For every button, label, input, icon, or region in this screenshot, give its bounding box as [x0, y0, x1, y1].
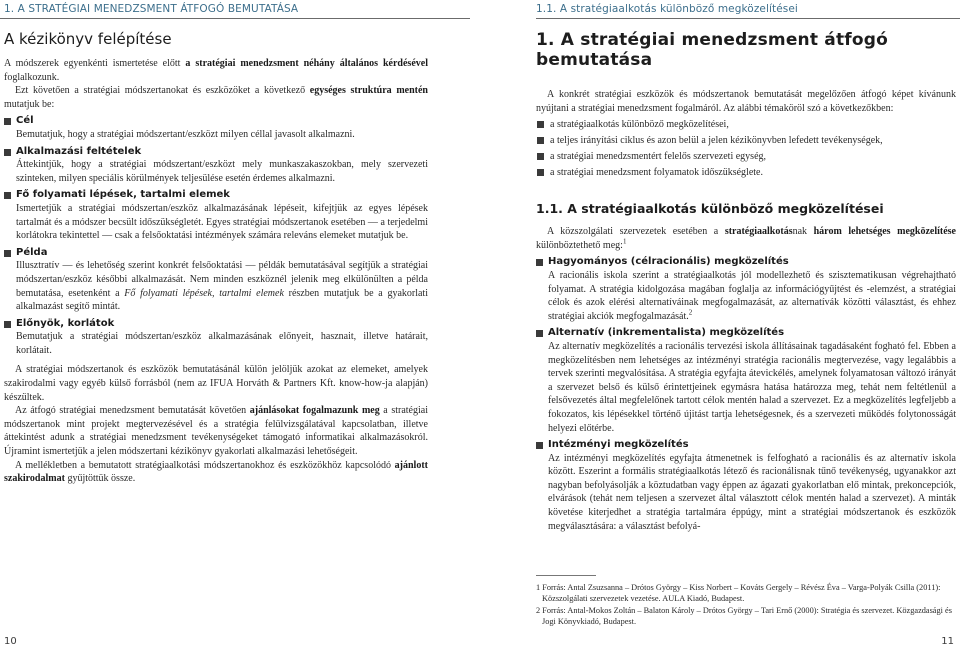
- paragraph: A közszolgálati szervezetek esetében a stratégiaalkotásnak három lehetséges megközelítése különböztethető meg:$^1$: [536, 226, 956, 251]
- square-bullet-icon: [537, 153, 544, 160]
- topic-list: [536, 117, 956, 181]
- left-content: [4, 24, 428, 486]
- item-title: Előnyök, korlátok: [16, 317, 115, 329]
- item-text: Az intézményi megközelítés egyfajta átmenetnek is felfogható a racionális és az alternatív iskola között. Eszerint a formális stratégiaalkotás létező és racionálisnak tűnő tevékenység, ugyanakkor azt nagyban befolyásolják a köztudatban vagy éppen az ágazati gyakorlatban elő mintak, prekoncepciók, elvárások (tehát nem teljesen a szervezet által választott célok mentén halad a szervezet). A minták követése kiterjedhet a stratégia tartalmára éppúgy, mint a stratégiai módszertanok és eszközök megválasztására: a választást befolyá-: [548, 452, 956, 532]
- item-title: Hagyományos (célracionális) megközelítés: [548, 256, 789, 268]
- list-item: a teljes irányítási ciklus és azon belül a jelen kézikönyvben lefedett tevékenységek,: [536, 133, 956, 149]
- header-rule: [536, 18, 960, 19]
- paragraph: A konkrét stratégiai eszközök és módszertanok bemutatását megelőzően átfogó képet kívánunk nyújtani a stratégiai menedzsment fogalmáról. Az alábbi témaköröl szó a következőkben:: [536, 89, 956, 114]
- square-bullet-icon: [4, 321, 11, 328]
- square-bullet-icon: [536, 330, 543, 337]
- item-title: Intézményi megközelítés: [548, 439, 689, 451]
- paragraph: Ezt követően a stratégiai módszertanokat és eszközöket a következő egységes struktúra mentén mutatjuk be:: [4, 85, 428, 110]
- item-title: Példa: [16, 246, 48, 258]
- item-text: A racionális iskola szerint a stratégiaalkotás jól modellezhető és szisztematikusan végrehajtható folyamat. A stratégia kidolgozása magában foglalja az információgyűjtést és -elemzést, a stratégiai célok és azok elérési alternatíváinak megfogalmazását, az alternatívák közötti választást, és ehhez stratégiai akciók megfogalmazását.$^2$: [548, 269, 956, 322]
- paragraph: A stratégiai módszertanok és eszközök bemutatásánál külön jelöljük azokat az elemeket, amelyek szakirodalmi vagy egyéb külső forrásból (nem az IFUA Horváth & Partners Kft. know-how-ja alapján) készültek.: [4, 364, 428, 403]
- footnote: 1 Forrás: Antal Zsuzsanna – Drótos György – Kiss Norbert – Kováts Gergely – Révész Éva – Varga-Polyák Csilla (2011): Közszolgálati szervezetek vezetése. AULA Kiadó, Budapest.: [536, 583, 941, 603]
- square-bullet-icon: [537, 121, 544, 128]
- square-bullet-icon: [536, 259, 543, 266]
- right-content: [536, 24, 956, 533]
- list-item: [4, 188, 428, 242]
- list-item: [536, 326, 956, 435]
- list-item: [4, 246, 428, 314]
- list-item: a stratégiai menedzsment folyamatok időszükséglete.: [536, 165, 956, 181]
- item-title: Alkalmazási feltételek: [16, 145, 142, 157]
- page-number: 11: [941, 636, 954, 647]
- item-title: Fő folyamati lépések, tartalmi elemek: [16, 189, 230, 201]
- item-text: Bemutatjuk a stratégiai módszertan/eszköz alkalmazásának előnyeit, hasznait, illetve határait, korlátait.: [16, 331, 428, 356]
- section-subtitle: 1.1. A stratégiaalkotás különböző megközelítései: [536, 201, 884, 217]
- page-number: 10: [4, 636, 17, 647]
- footnote-ref[interactable]: 2: [688, 308, 693, 317]
- header-rule: [0, 18, 470, 19]
- section-title: A kézikönyv felépítése: [4, 30, 172, 48]
- square-bullet-icon: [4, 192, 11, 199]
- item-title: Alternatív (inkrementalista) megközelítés: [548, 327, 785, 339]
- list-item: [4, 114, 428, 141]
- list-item: [4, 145, 428, 186]
- item-text: Ismertetjük a stratégiai módszertan/eszköz alkalmazásának lépéseit, kifejtjük az egyes lépések tartalmát és a módszer becsült időszükségletét. Egyes stratégiai módszertanok esetében — a terjedelmi korlátokra tekintettel — csak a felsőoktatási intézmények számára releváns elemeket mutatjuk be.: [16, 202, 428, 242]
- square-bullet-icon: [537, 169, 544, 176]
- item-text: Bemutatjuk, hogy a stratégiai módszertant/eszközt milyen céllal javasolt alkalmazni.: [16, 128, 355, 140]
- paragraph: Az átfogó stratégiai menedzsment bemutatását követően ajánlásokat fogalmazunk meg a stratégiai módszertanok mint projekt megtervezésével és a stratégia felülvizsgálatával kapcsolatban, illetve áttekintést adunk a stratégiai menedzsment tevékenységeket támogató informatikai alkalmazásokról. Újramint ismertetjük a jelen módszertani kézikönyv gyakorlati alkalmazási lehetőségeit.: [4, 405, 428, 458]
- square-bullet-icon: [537, 137, 544, 144]
- item-text: Az alternatív megközelítés a racionális tervezési iskola állításainak tagadásaként fogható fel. Ebben a megközelítésben nem lehetséges az intézményi stratégia racionális megtervezése, vagy legalábbis a tervek szerinti megvalósítása. A stratégia egyfajta átevickélés, amelynek folyamatosan változó irányát a szervezet belső és külső érintettjeinek egymásra hatása határozza meg, tehát nem feltétlenül a felsővezetés által megfelelőnek tartott célok mentén halad a szervezet. Ez a megközelítés legfeljebb a fokozatos, kis lépésekkel történő újitást tartja lehetségesnek, és a szervezeti működés folytonosságát helyezi előtérbe.: [548, 340, 956, 434]
- square-bullet-icon: [536, 442, 543, 449]
- list-item: [4, 317, 428, 358]
- item-title: Cél: [16, 115, 34, 127]
- chapter-title: 1. A stratégiai menedzsment átfogó bemutatása: [536, 30, 889, 70]
- square-bullet-icon: [4, 250, 11, 257]
- square-bullet-icon: [4, 149, 11, 156]
- list-item: a stratégiaalkotás különböző megközelítései,: [536, 117, 956, 133]
- square-bullet-icon: [4, 118, 11, 125]
- right-page: [490, 0, 960, 653]
- footnote: 2 Forrás: Antal-Mokos Zoltán – Balaton Károly – Drótos György – Tari Ernő (2000): Stratégia és szervezet. Közgazdasági és Jogi Könyvkiadó, Budapest.: [536, 606, 952, 626]
- running-header: 1. A STRATÉGIAI MENEDZSMENT ÁTFOGÓ BEMUTATÁSA: [4, 3, 299, 15]
- left-page: [0, 0, 470, 653]
- item-text: Áttekintjük, hogy a stratégiai módszertant/eszközt mely munkaszakaszokban, mely szervezeti szinteken, milyen speciális körülmények teljesülése esetén érdemes alkalmazni.: [16, 159, 428, 184]
- paragraph: A mellékletben a bemutatott stratégiaalkotási módszertanokhoz és eszközökhöz kapcsolódó ajánlott szakirodalmat gyűjtöttük össze.: [4, 459, 428, 485]
- footnote-rule: [536, 575, 596, 576]
- footnotes: [536, 582, 960, 628]
- list-item: a stratégiai menedzsmentért felelős szervezeti egység,: [536, 149, 956, 165]
- running-header: 1.1. A stratégiaalkotás különböző megközelítései: [536, 3, 798, 15]
- paragraph: A módszerek egyenkénti ismertetése előtt a stratégiai menedzsment néhány általános kérdésével foglalkozunk.: [4, 58, 428, 83]
- footnote-ref[interactable]: 1: [622, 237, 627, 246]
- list-item: [536, 255, 956, 323]
- list-item: [536, 438, 956, 533]
- item-text: Illusztratív — és lehetőség szerint konkrét felsőoktatási — példák bemutatásával segítjük a stratégiai módszertan/eszköz későbbi alkalmazását. Nem minden eszköznél jelenik meg elkülönülten a példa bemutatása, esetenként a Fő folyamati lépések, tartalmi elemek részben mutatjuk be a gyakorlati alkalmazást segítő mintát.: [16, 260, 428, 313]
